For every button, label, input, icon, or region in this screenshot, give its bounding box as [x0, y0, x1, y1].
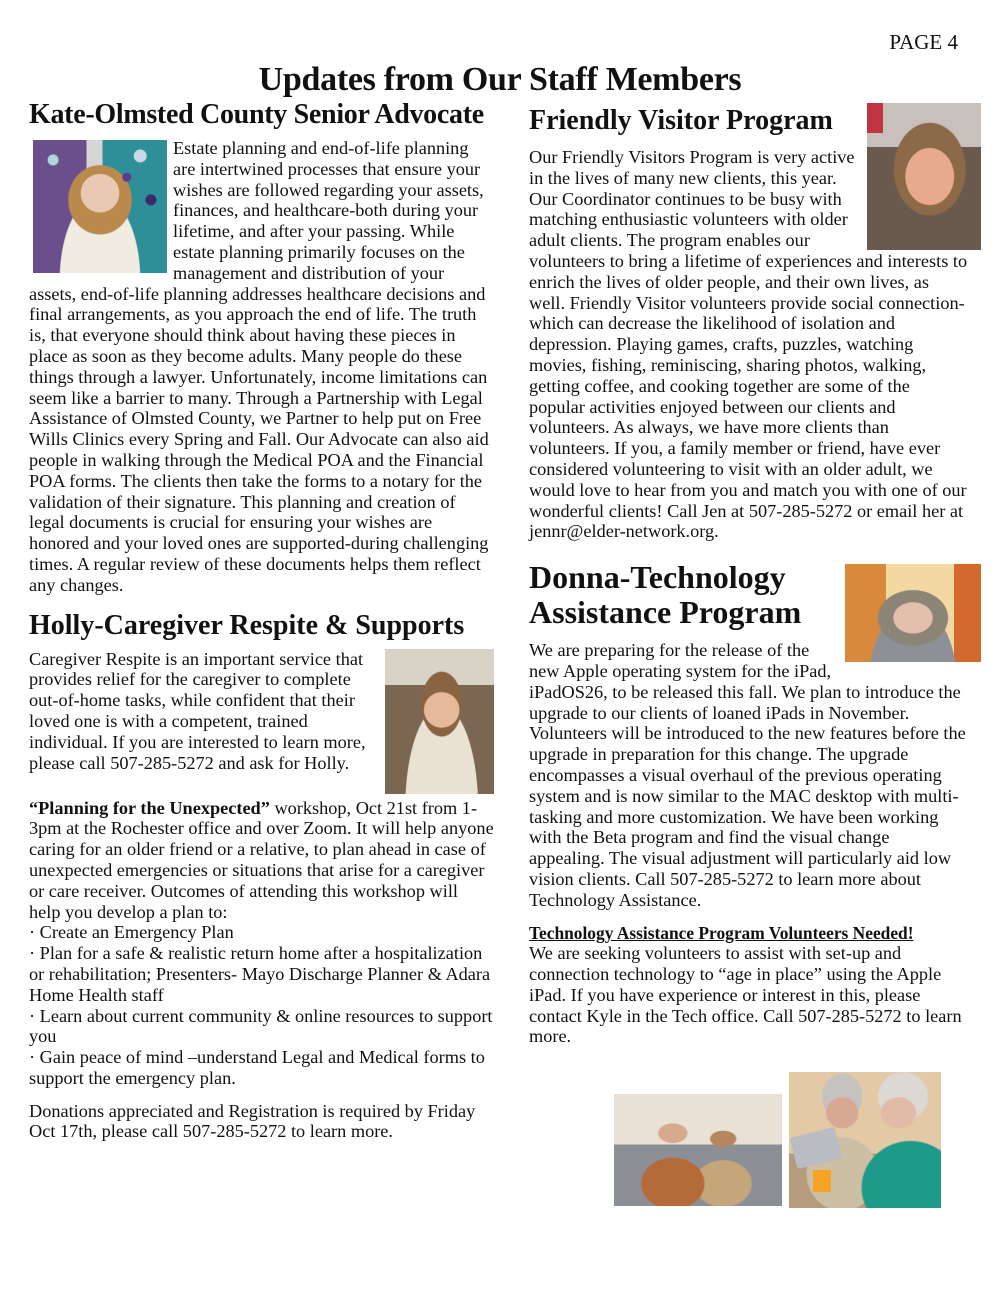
page-title: Updates from Our Staff Members — [258, 60, 742, 98]
donna-heading-line2: Assistance Program — [529, 594, 802, 631]
workshop-outcomes-list — [29, 922, 494, 1088]
friendly-visitor-section — [529, 104, 969, 542]
kate-portrait-image — [33, 140, 167, 273]
friendly-visitor-heading: Friendly Visitor Program — [529, 105, 833, 136]
right-column — [529, 104, 969, 1047]
kate-heading: Kate-Olmsted County Senior Advocate — [29, 99, 484, 130]
kate-section — [29, 98, 494, 596]
ipad-illustration — [790, 1127, 842, 1169]
donna-section — [529, 560, 969, 1047]
donna-body-text: We are preparing for the release of the new Apple operating system for the iPad, iPadOS26, to be released this fall. We plan to introduce the upgrade to our clients of loaned iPads in November. Volunteers will be introduced to the new features before the upgrade in preparation for this change. The upgrade encompasses a visual overhaul of the previous operating system and is now similar to the MAC desktop with multi-tasking and more customization. We have been working with the Beta program and find the visual change appealing. The visual adjustment will particularly aid low vision clients. Call 507-285-5272 to learn more about Technology Assistance. — [529, 640, 966, 910]
workshop-title: “Planning for the Unexpected” — [29, 797, 270, 818]
friendly-visitor-body: Our Friendly Visitors Program is very active in the lives of many new clients, this year. Our Coordinator continues to be busy with matching enthusiastic volunteers with older adult clients. The program enables our volunteers to bring a lifetime of experiences and interests to enrich the lives of older people, and their own lives, as well. Friendly Visitor volunteers provide social connection- which can decrease the likelihood of isolation and depression. Playing games, crafts, puzzles, watching movies, fishing, reminiscing, sharing photos, walking, getting coffee, and cooking together are some of the popular activities enjoyed between our clients and volunteers. As always, we have more clients than volunteers. If you, a family member or friend, have ever considered volunteering to visit with an older adult, we would love to hear from you and match you with one of our wonderful clients! Call Jen at 507-285-5272 or email her at jennr@elder-network.org. — [529, 147, 968, 542]
juice-glass-illustration — [813, 1170, 831, 1192]
jen-portrait-image — [867, 103, 981, 250]
page-number: PAGE 4 — [889, 30, 958, 54]
outcome-item: · Create an Emergency Plan — [29, 922, 234, 943]
donna-heading-line1: Donna-Technology — [529, 559, 786, 596]
volunteers-needed-heading: Technology Assistance Program Volunteers Needed! — [529, 922, 914, 943]
outcome-item: · Plan for a safe & realistic return home after a hospitalization or rehabilitation; Presenters- Mayo Discharge Planner & Adara Home Health staff — [29, 943, 491, 1005]
workshop-description: workshop, Oct 21st from 1-3pm at the Rochester office and over Zoom. It will help anyone caring for an older friend or a relative, to plan ahead in case of unexpected emergencies or situations that arise for a caregiver or care receiver. Outcomes of attending this workshop will help you develop a plan to: — [29, 797, 494, 922]
left-column — [29, 98, 494, 1142]
registration-note: Donations appreciated and Registration is required by Friday Oct 17th, please call 507-285-5272 to learn more. — [29, 1100, 476, 1142]
holly-portrait-image — [385, 649, 494, 794]
donna-portrait-image — [845, 564, 981, 662]
volunteers-needed-body: We are seeking volunteers to assist with set-up and connection technology to “age in place” using the Apple iPad. If you have experience or interest in this, please contact Kyle in the Tech office. Call 507-285-5272 to learn more. — [529, 943, 962, 1047]
women-ipad-image — [789, 1072, 941, 1208]
outcome-item: · Learn about current community & online resources to support you — [29, 1005, 493, 1047]
holly-intro-text: Caregiver Respite is an important service that provides relief for the caregiver to complete out-of-home tasks, while confident that their loved one is with a competent, trained individual. If you are interested to learn more, please call 507-285-5272 and ask for Holly. — [29, 648, 366, 773]
outcome-item: · Gain peace of mind –understand Legal and Medical forms to support the emergency plan. — [29, 1047, 485, 1088]
holly-section — [29, 609, 494, 1143]
bottom-photos — [614, 1072, 944, 1208]
kate-body-text: Estate planning and end-of-life planning are intertwined processes that ensure your wishes are followed regarding your assets, finances, and healthcare-both during your lifetime, and after your passing. While estate planning primarily focuses on the management and distribution of your assets, end-of-life planning addresses healthcare decisions and final arrangements, as you approach the end of life. The truth is, that everyone should think about having these pieces in place as soon as they become adults. Many people do these things through a lawyer. Unfortunately, income limitations can seem like a barrier to many. Through a Partnership with Legal Assistance of Olmsted County, we Partner to help put on Free Wills Clinics every Spring and Fall. Our Advocate can also aid people in walking through the Medical POA and the Financial POA forms. The clients then take the forms to a notary for the validation of their signature. This planning and creation of legal documents is crucial for ensuring your wishes are honored and your loved ones are supported-during challenging times. A regular review of these documents helps them reflect any changes. — [29, 138, 489, 595]
workshop-paragraph — [29, 798, 494, 923]
couple-laptop-image — [614, 1094, 782, 1206]
holly-heading: Holly-Caregiver Respite & Supports — [29, 609, 465, 641]
